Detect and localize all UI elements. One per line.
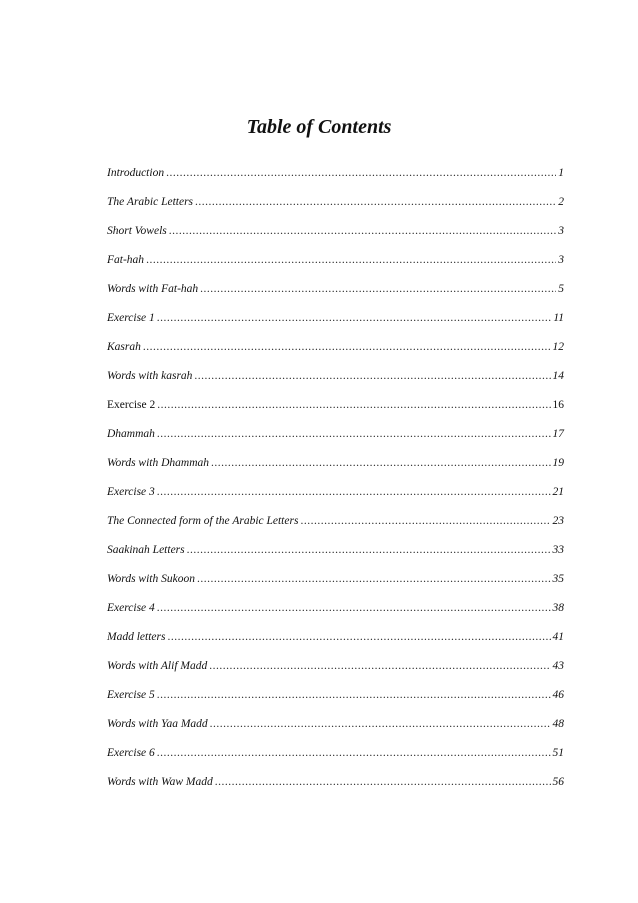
- toc-entry-page-number: 19: [552, 457, 564, 469]
- toc-entry-page-number: 43: [552, 660, 564, 672]
- toc-entry-label: Saakinah Letters: [107, 544, 185, 556]
- toc-entry[interactable]: [107, 627, 564, 656]
- toc-entry-label: Exercise 3: [107, 486, 155, 498]
- toc-entry-page-number: 46: [552, 689, 564, 701]
- toc-dot-leader: [209, 656, 550, 676]
- toc-entry-page-number: 16: [552, 399, 564, 411]
- toc-dot-leader: [157, 743, 551, 763]
- toc-entry-page-number: 11: [553, 312, 564, 324]
- toc-dot-leader: [146, 250, 556, 270]
- toc-entry-page-number: 1: [558, 167, 564, 179]
- toc-dot-leader: [215, 772, 551, 792]
- toc-dot-leader: [200, 279, 556, 299]
- toc-entry-label: Introduction: [107, 167, 165, 179]
- toc-entry[interactable]: [107, 482, 564, 511]
- toc-entry-page-number: 38: [552, 602, 564, 614]
- toc-dot-leader: [166, 163, 556, 183]
- page-title: Table of Contents: [246, 116, 392, 138]
- toc-entry[interactable]: [107, 424, 564, 453]
- toc-entry[interactable]: [107, 511, 564, 540]
- toc-entry-label: Exercise 5: [107, 689, 155, 701]
- toc-entry-page-number: 51: [552, 747, 564, 759]
- toc-entry-page-number: 35: [552, 573, 564, 585]
- toc-entry[interactable]: [107, 743, 564, 772]
- toc-entry[interactable]: [107, 569, 564, 598]
- toc-entry-label: Words with Alif Madd: [107, 660, 208, 672]
- toc-entry[interactable]: [107, 453, 564, 482]
- toc-entry-label: The Arabic Letters: [107, 196, 194, 208]
- toc-entry[interactable]: [107, 366, 564, 395]
- toc-entry-label: Exercise 4: [107, 602, 155, 614]
- toc-dot-leader: [300, 511, 550, 531]
- toc-entry-page-number: 41: [552, 631, 564, 643]
- toc-dot-leader: [194, 366, 550, 386]
- toc-dot-leader: [197, 569, 551, 589]
- toc-dot-leader: [210, 714, 551, 734]
- toc-dot-leader: [143, 337, 551, 357]
- toc-entry-page-number: 3: [558, 225, 564, 237]
- toc-entry-page-number: 12: [552, 341, 564, 353]
- toc-entry-page-number: 3: [558, 254, 564, 266]
- toc-dot-leader: [157, 395, 550, 415]
- toc-entry[interactable]: [107, 308, 564, 337]
- toc-entry[interactable]: [107, 221, 564, 250]
- toc-entry-label: Words with Dhammah: [107, 457, 210, 469]
- toc-entry-label: Words with Fat-hah: [107, 283, 199, 295]
- toc-entry-label: Exercise 6: [107, 747, 155, 759]
- toc-dot-leader: [157, 308, 552, 328]
- toc-entry-page-number: 14: [552, 370, 564, 382]
- toc-entry-label: Words with Sukoon: [107, 573, 195, 585]
- toc-entry[interactable]: [107, 598, 564, 627]
- toc-entry-label: The Connected form of the Arabic Letters: [107, 515, 299, 527]
- toc-entry[interactable]: [107, 395, 564, 424]
- toc-dot-leader: [157, 482, 551, 502]
- toc-entry[interactable]: [107, 337, 564, 366]
- toc-dot-leader: [169, 221, 557, 241]
- toc-entry[interactable]: [107, 192, 564, 221]
- toc-entry-label: Words with Yaa Madd: [107, 718, 208, 730]
- toc-entry-label: Madd letters: [107, 631, 166, 643]
- toc-entry-label: Fat-hah: [107, 254, 145, 266]
- toc-entry[interactable]: [107, 772, 564, 801]
- toc-entry-page-number: 56: [552, 776, 564, 788]
- toc-entry[interactable]: [107, 250, 564, 279]
- toc-entry-page-number: 23: [552, 515, 564, 527]
- toc-entry-page-number: 17: [552, 428, 564, 440]
- toc-dot-leader: [157, 598, 551, 618]
- toc-entry-page-number: 21: [552, 486, 564, 498]
- toc-entry-page-number: 48: [552, 718, 564, 730]
- toc-dot-leader: [187, 540, 551, 560]
- toc-entry[interactable]: [107, 540, 564, 569]
- toc-entry-page-number: 2: [558, 196, 564, 208]
- toc-entry[interactable]: [107, 163, 564, 192]
- toc-dot-leader: [211, 453, 550, 473]
- toc-entry-label: Exercise 2: [107, 399, 156, 411]
- toc-entry[interactable]: [107, 279, 564, 308]
- toc-dot-leader: [157, 424, 551, 444]
- toc-dot-leader: [167, 627, 550, 647]
- toc-dot-leader: [157, 685, 551, 705]
- toc-entry-label: Dhammah: [107, 428, 155, 440]
- toc-entry-label: Words with kasrah: [107, 370, 193, 382]
- toc-entry-label: Short Vowels: [107, 225, 167, 237]
- toc-entry[interactable]: [107, 656, 564, 685]
- toc-entry-label: Kasrah: [107, 341, 141, 353]
- toc-dot-leader: [195, 192, 556, 212]
- toc-entry[interactable]: [107, 685, 564, 714]
- toc-entry-label: Exercise 1: [107, 312, 155, 324]
- toc-entry-page-number: 5: [558, 283, 564, 295]
- toc-entry-page-number: 33: [552, 544, 564, 556]
- toc-entry[interactable]: [107, 714, 564, 743]
- table-of-contents: [107, 163, 564, 801]
- toc-entry-label: Words with Waw Madd: [107, 776, 213, 788]
